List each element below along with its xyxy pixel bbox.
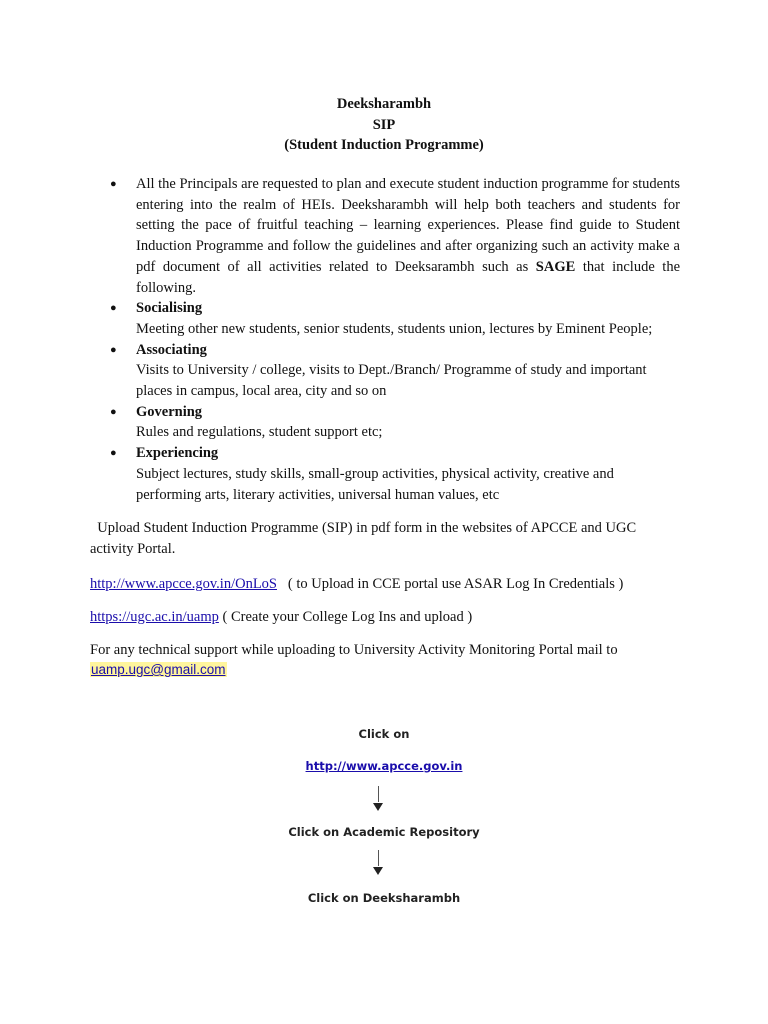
- arrow-down-icon: [373, 867, 383, 875]
- item-heading: Experiencing: [136, 445, 219, 462]
- arrow-line: [378, 786, 379, 802]
- sage-bold: SAGE: [535, 258, 576, 275]
- list-item: [110, 443, 680, 505]
- apcce-home-link[interactable]: http://www.apcce.gov.in: [305, 759, 463, 773]
- item-heading: Socialising: [136, 300, 203, 317]
- bullet-icon: ●: [110, 343, 117, 356]
- bullet-list: [110, 174, 680, 505]
- support-paragraph: [90, 640, 690, 680]
- apcce-onlos-link[interactable]: http://www.apcce.gov.in/OnLoS: [90, 576, 277, 592]
- arrow-down-icon: [373, 803, 383, 811]
- intro-text: All the Principals are requested to plan and execute student induction programme for students entering into the realm of HEIs. Deeksharambh will help both teachers and students for setting the pace of fruitful teaching – learning experiences. Please find guide to Student Induction Programme and follow the guidelines and after organizing such an activity make a pdf document of all activities related to Deeksarambh such as: [136, 176, 680, 275]
- item-heading: Governing: [136, 403, 203, 420]
- list-item: [110, 298, 680, 339]
- item-heading: Associating: [136, 341, 207, 358]
- intro-paragraph: [136, 174, 680, 298]
- support-text: For any technical support while uploading to University Activity Monitoring Portal mail to: [90, 642, 618, 658]
- flow-link-row: [0, 759, 768, 773]
- bullet-icon: ●: [110, 447, 117, 460]
- bullet-icon: ●: [110, 405, 117, 418]
- ugc-link-note: ( Create your College Log Ins and upload ): [218, 609, 473, 625]
- list-item: [110, 402, 680, 443]
- list-item: [110, 340, 680, 402]
- bullet-icon: ●: [110, 178, 117, 190]
- intro-tail: that include the following.: [136, 258, 681, 296]
- title-sip: SIP: [372, 116, 396, 133]
- ugc-uamp-link[interactable]: https://ugc.ac.in/uamp: [90, 609, 219, 625]
- title-subtitle: (Student Induction Programme): [284, 137, 484, 153]
- apcce-link-note: ( to Upload in CCE portal use ASAR Log In Credentials ): [277, 576, 624, 592]
- upload-paragraph: [90, 518, 680, 560]
- document-title: [0, 94, 768, 156]
- flow-step-deeksharambh: Click on Deeksharambh: [307, 891, 461, 905]
- arrow-line: [378, 850, 379, 866]
- apcce-link-row: [90, 574, 623, 594]
- upload-text: Upload Student Induction Programme (SIP) in pdf form in the websites of APCCE and UGC activity Portal.: [90, 520, 637, 557]
- flow-step-academic-repository: Click on Academic Repository: [288, 825, 480, 839]
- item-text: Visits to University / college, visits to Dept./Branch/ Programme of study and important places in campus, local area, city and so on: [136, 362, 647, 400]
- ugc-link-row: [90, 607, 472, 627]
- bullet-icon: ●: [110, 302, 117, 315]
- flow-step-click-on: Click on: [358, 727, 410, 741]
- title-deeksharambh: Deeksharambh: [336, 96, 432, 112]
- item-text: Rules and regulations, student support etc;: [136, 424, 383, 441]
- support-email-link[interactable]: uamp.ugc@gmail.com: [91, 662, 226, 677]
- item-text: Meeting other new students, senior students, students union, lectures by Eminent People;: [136, 320, 653, 337]
- item-text: Subject lectures, study skills, small-group activities, physical activity, creative and performing arts, literary activities, universal human values, etc: [136, 465, 614, 503]
- list-item: [110, 174, 680, 298]
